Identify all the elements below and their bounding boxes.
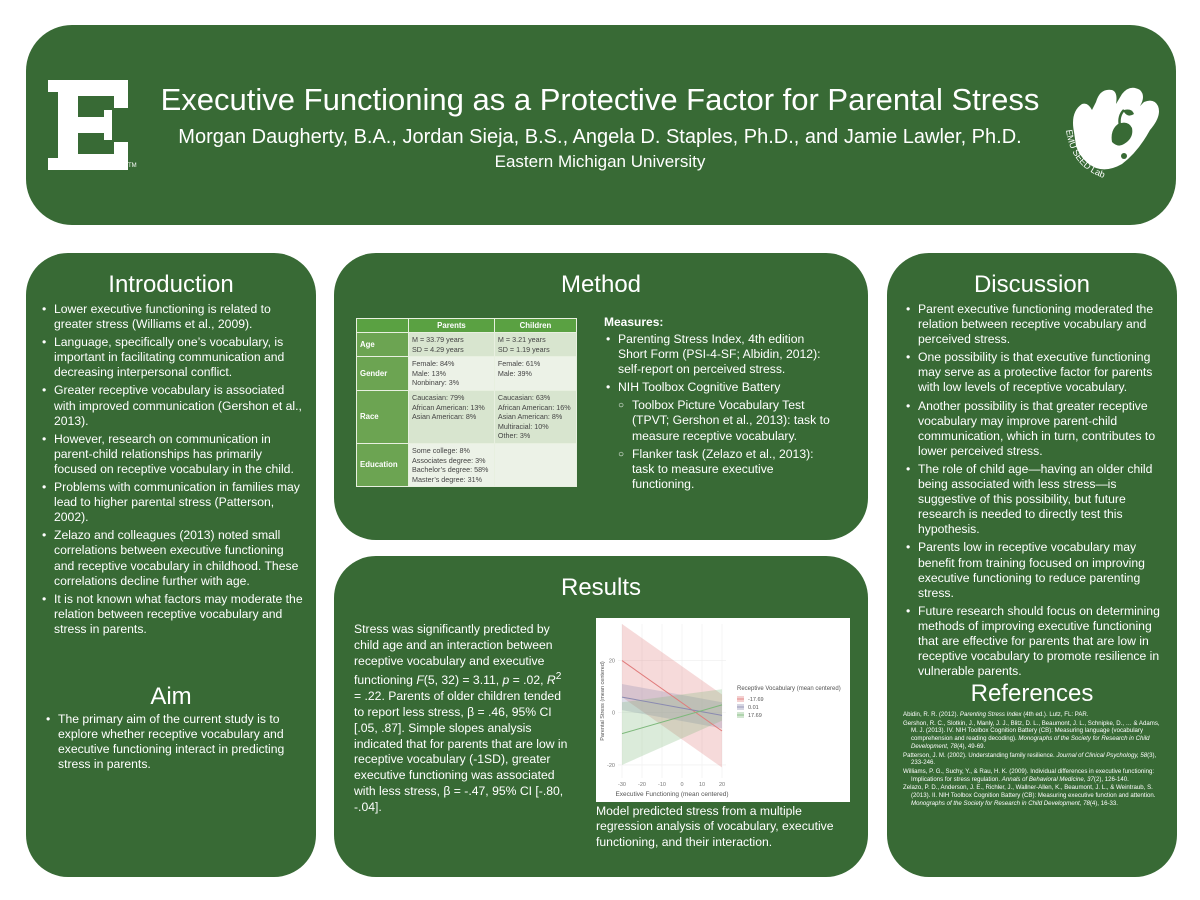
poster-title: Executive Functioning as a Protective Factor for Parental Stress [160, 82, 1040, 117]
table-cell-parents: M = 33.79 years SD = 4.29 years [409, 333, 495, 357]
measure-item: • Parenting Stress Index, 4th edition Short Form (PSI-4-SF; Albidin, 2012): self-report on perceived stress. [604, 332, 836, 377]
discussion-bullet: • Future research should focus on determining methods of improving executive functioning that are effective for parents that are low in receptive vocabulary to promote resilience in vulnerable parents. [904, 604, 1166, 679]
measures-list [604, 332, 836, 495]
chart-caption: Model predicted stress from a multiple regression analysis of vocabulary, executive functioning, and their interaction. [596, 804, 834, 849]
results-title: Results [560, 574, 642, 601]
measures-heading: Measures: [604, 315, 664, 329]
table-cell-parents: Female: 84% Male: 13% Nonbinary: 3% [409, 357, 495, 391]
chart-x-tick-label: -30 [618, 782, 626, 788]
results-text: Stress was significantly predicted by child age and an interaction between receptive vocabulary and executive functioning F(5, 32) = 3.11, p = .02, $R^2 = .22$. Parents of older children tended to report less stress, β = .46, 95% CI [.05, .87]. Simple slopes analysis indicated that for parents that are low in receptive vocabulary (-1SD), greater executive functioning was associated with less stress, β = -.47, 95% CI [-.80, -.04]. [354, 622, 568, 814]
poster-authors: Morgan Daugherty, B.A., Jordan Sieja, B.S., Angela D. Staples, Ph.D., and Jamie Lawler, Ph.D. [178, 126, 1022, 148]
intro-bullet: • It is not known what factors may moderate the relation between receptive vocabulary and stress in parents. [40, 592, 304, 637]
table-header-children: Children [494, 319, 576, 333]
discussion-list [904, 302, 1166, 682]
discussion-bullet: • Parent executive functioning moderated the relation between receptive vocabulary and perceived stress. [904, 302, 1166, 347]
chart-legend-label: 0.01 [748, 705, 759, 711]
chart-legend-label: 17.69 [748, 713, 762, 719]
logo-trademark: TM [128, 163, 137, 169]
discussion-bullet: • One possibility is that executive functioning may serve as a protective factor for parents with low levels of receptive vocabulary. [904, 350, 1166, 395]
intro-bullet: • Problems with communication in families may lead to higher parental stress (Patterson, 2002). [40, 480, 304, 525]
table-row-label: Gender [357, 357, 409, 391]
table-row [357, 390, 577, 443]
aim-bullet: • The primary aim of the current study is to explore whether receptive vocabulary and executive functioning interact in predicting stress in parents. [44, 712, 300, 772]
intro-bullet: • Language, specifically one’s vocabulary, is important in facilitating communication and decreasing interpersonal conflict. [40, 335, 304, 380]
table-row [357, 333, 577, 357]
interaction-chart [596, 618, 850, 802]
reference-item: Zelazo, P. D., Anderson, J. E., Richler, J., Wallner-Allen, K., Beaumont, J. L., & Weintraub, S. (2013). II. NIH Toolbox Cognition Battery (CB): Measuring executive function and attention. Monographs of the Society for Research in Child Development, 78(4), 16-33. [903, 784, 1156, 807]
chart-x-tick-label: 10 [698, 782, 706, 788]
table-corner [357, 319, 409, 333]
chart-x-tick-label: 0 [680, 782, 684, 788]
discussion-bullet: • Another possibility is that greater receptive vocabulary may improve parent-child communication, which in turn, contributes to lower perceived stress. [904, 399, 1166, 459]
discussion-bullet: • The role of child age—having an older child being associated with less stress—is suggestive of this possibility, but future research is needed to directly test this hypothesis. [904, 462, 1166, 537]
reference-item: Gershon, R. C., Slotkin, J., Manly, J. J., Blitz, D. L., Beaumont, J. L., Schnipke, D., … & Adams, M. J. (2013). IV. NIH Toolbox Cognition Battery (CB): Measuring language (vocabulary comprehension and reading decoding). Monographs of the Society for Research in Child Development, 78(4), 49-69. [903, 719, 1160, 750]
table-row-label: Race [357, 390, 409, 443]
intro-bullet: • Greater receptive vocabulary is associated with improved communication (Gershon et al., 2013). [40, 383, 304, 428]
chart-y-axis-label: Parental Stress (mean centered) [600, 661, 606, 741]
emu-e-logo [48, 80, 132, 170]
chart-x-tick-label: -10 [658, 782, 666, 788]
measure-item: • NIH Toolbox Cognitive Battery [604, 380, 836, 395]
chart-y-tick-label: 0 [611, 710, 615, 717]
table-cell-children: Caucasian: 63% African American: 16% Asian American: 8% Multiracial: 10% Other: 3% [494, 390, 576, 443]
intro-bullet: • Lower executive functioning is related to greater stress (Williams et al., 2009). [40, 302, 304, 332]
seed-logo-text: EMU SEED Lab [1063, 128, 1107, 180]
table-cell-children: M = 3.21 years SD = 1.19 years [494, 333, 576, 357]
references-list [903, 711, 1165, 808]
chart-canvas [596, 618, 850, 802]
chart-legend-label: -17.69 [748, 697, 764, 703]
table-cell-children: Female: 61% Male: 39% [494, 357, 576, 391]
chart-y-tick-label: 20 [608, 658, 615, 665]
introduction-title: Introduction [108, 271, 234, 298]
table-row-label: Age [357, 333, 409, 357]
aim-title: Aim [150, 683, 192, 710]
table-row [357, 357, 577, 391]
discussion-title: Discussion [973, 271, 1091, 298]
intro-bullet: • However, research on communication in parent-child relationships has primarily focused on receptive vocabulary in the child. [40, 432, 304, 477]
header-banner [26, 25, 1176, 225]
table-cell-parents: Caucasian: 79% African American: 13% Asian American: 8% [409, 390, 495, 443]
intro-bullet: • Zelazo and colleagues (2013) noted small correlations between executive functioning and receptive vocabulary in childhood. These correlations decline further with age. [40, 528, 304, 588]
chart-x-axis-label: Executive Functioning (mean centered) [615, 791, 729, 798]
table-header-parents: Parents [409, 319, 495, 333]
reference-item: Abidin, R. R. (2012). Parenting Stress Index (4th ed.). Lutz, FL: PAR. [903, 711, 1089, 718]
introduction-list [40, 302, 304, 640]
measure-subitem: ○ Toolbox Picture Vocabulary Test (TPVT; Gershon et al., 2013): task to measure receptive vocabulary. [604, 398, 836, 443]
poster-affiliation: Eastern Michigan University [494, 152, 706, 171]
demographics-table [356, 318, 577, 487]
aim-list [44, 712, 300, 775]
reference-item: Patterson, J. M. (2002). Understanding family resilience. Journal of Clinical Psychology, 58(3), 233-246. [903, 751, 1157, 767]
method-title: Method [560, 271, 642, 298]
reference-item: Williams, P. G., Suchy, Y., & Rau, H. K. (2009). Individual differences in executive functioning: Implications for stress regulation. Annals of Behavioral Medicine, 37(2), 126-140. [903, 767, 1155, 783]
chart-y-tick-label: -20 [607, 762, 615, 769]
references-title: References [970, 680, 1094, 707]
table-cell-parents: Some college: 8% Associates degree: 3% Bachelor’s degree: 58% Master’s degree: 31% [409, 443, 495, 486]
table-cell-children [494, 443, 576, 486]
chart-x-tick-label: -20 [638, 782, 646, 788]
table-row [357, 443, 577, 486]
chart-x-tick-label: 20 [718, 782, 726, 788]
discussion-bullet: • Parents low in receptive vocabulary may benefit from training focused on improving executive functioning to reduce parenting stress. [904, 540, 1166, 600]
table-row-label: Education [357, 443, 409, 486]
seed-lab-hand-logo [1058, 72, 1168, 192]
measure-subitem: ○ Flanker task (Zelazo et al., 2013): task to measure executive functioning. [604, 447, 836, 492]
chart-legend-title: Receptive Vocabulary (mean centered) [737, 686, 841, 692]
